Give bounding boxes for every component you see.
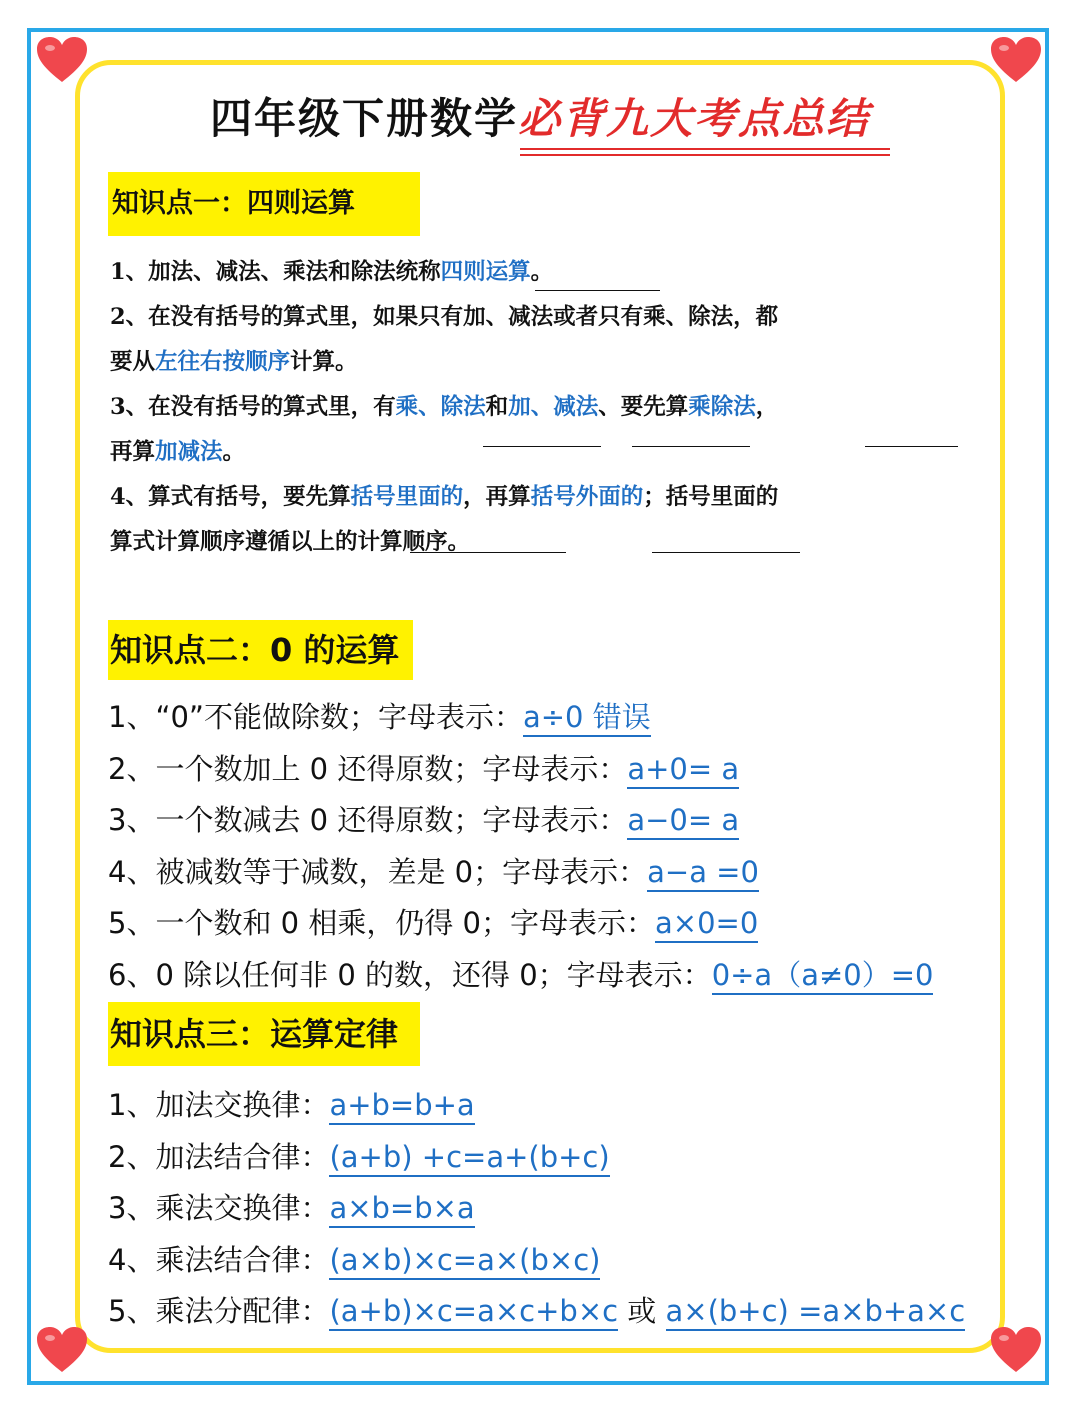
- law-name: 2、加法结合律：: [108, 1139, 330, 1174]
- section3-heading: 知识点三：运算定律: [108, 1002, 420, 1066]
- title-part2: 必背九大考点总结: [518, 94, 871, 143]
- formula: 0÷a（a≠0）=0: [712, 958, 934, 995]
- s1-item3-line1: [110, 385, 990, 430]
- s1-item1-key: 四则运算: [440, 259, 531, 285]
- formula: (a+b)×c=a×c+b×c: [329, 1294, 618, 1331]
- blank-underline: [865, 446, 958, 447]
- s1-item3-and: 和: [485, 394, 509, 420]
- s1-item3-text: 3、在没有括号的算式里，有: [110, 394, 396, 420]
- s1-item2-line1: 2、在没有括号的算式里，如果只有加、减法或者只有乘、除法，都: [110, 304, 779, 330]
- title-underline: [520, 148, 890, 156]
- formula: a×b=b×a: [329, 1191, 474, 1228]
- formula: (a+b) +c=a+(b+c): [329, 1140, 609, 1177]
- connector-text: 或: [618, 1294, 666, 1329]
- s1-item3-text2: 再算: [110, 439, 156, 465]
- rule-text: 3、一个数减去 0 还得原数；字母表示：: [108, 803, 628, 838]
- section1-body: [110, 250, 990, 565]
- s1-item3-mid: 、要先算: [598, 394, 689, 420]
- s1-item2-text: 要从: [110, 349, 156, 375]
- rule-text: 6、0 除以任何非 0 的数，还得 0；字母表示：: [108, 957, 712, 992]
- s1-item2-key: 左往右按顺序: [155, 349, 291, 375]
- s1-item3-end: 。: [222, 439, 246, 465]
- s1-item3-key1: 乘、除法: [395, 394, 486, 420]
- blank-underline: [410, 552, 566, 553]
- s1-item3-key4: 加减法: [155, 439, 223, 465]
- list-item: [108, 1082, 1008, 1134]
- section3-list: [108, 1082, 1008, 1340]
- s1-item4-text: 4、算式有括号，要先算: [110, 484, 351, 510]
- list-item: [108, 1288, 1008, 1340]
- s1-item3-line2: [110, 430, 990, 475]
- s1-item1: [110, 250, 990, 295]
- list-item: [108, 694, 1008, 746]
- law-name: 5、乘法分配律：: [108, 1294, 330, 1329]
- blank-underline: [632, 446, 750, 447]
- formula: a×0=0: [655, 906, 758, 943]
- list-item: [108, 746, 1008, 798]
- list-item: [108, 849, 1008, 901]
- rule-text: 5、一个数和 0 相乘，仍得 0；字母表示：: [108, 906, 656, 941]
- list-item: [108, 1185, 1008, 1237]
- heart-icon: [36, 1326, 88, 1374]
- rule-text: 2、一个数加上 0 还得原数；字母表示：: [108, 751, 628, 786]
- s1-item2-line2: [110, 340, 990, 385]
- formula: (a×b)×c=a×(b×c): [329, 1243, 600, 1280]
- title-part1: 四年级下册数学: [209, 94, 518, 143]
- blank-underline: [652, 552, 800, 553]
- s1-item4-key2: 括号外面的: [530, 484, 644, 510]
- s1-item1-text: 1、加法、减法、乘法和除法统称: [110, 259, 441, 285]
- rule-text: 4、被减数等于减数，差是 0；字母表示：: [108, 854, 648, 889]
- s1-item3-key2: 加、减法: [508, 394, 599, 420]
- law-name: 3、乘法交换律：: [108, 1191, 330, 1226]
- heart-icon: [36, 36, 88, 84]
- s1-item3-comma: ，: [755, 394, 779, 420]
- formula: a+b=b+a: [329, 1088, 474, 1125]
- rule-text: 1、“0”不能做除数；字母表示：: [108, 700, 523, 734]
- s1-item4-tail: ；括号里面的: [643, 484, 779, 510]
- list-item: [108, 952, 1008, 1004]
- list-item: [108, 797, 1008, 849]
- formula-alt: a×(b+c) =a×b+a×c: [666, 1294, 966, 1331]
- s1-item4-mid: ，再算: [463, 484, 531, 510]
- heart-icon: [990, 36, 1042, 84]
- blank-underline: [535, 290, 660, 291]
- section2-heading: 知识点二：0 的运算: [108, 620, 413, 680]
- s1-item1-end: 。: [530, 259, 554, 285]
- section2-list: [108, 694, 1008, 1004]
- law-name: 1、加法交换律：: [108, 1088, 330, 1122]
- formula: a÷0 错误: [523, 700, 651, 737]
- s1-item2-end: 计算。: [290, 349, 358, 375]
- section1-heading: 知识点一：四则运算: [108, 172, 420, 236]
- list-item: [108, 900, 1008, 952]
- s1-item4-line2: 算式计算顺序遵循以上的计算顺序。: [110, 529, 471, 555]
- blank-underline: [483, 446, 601, 447]
- s1-item3-key3: 乘除法: [688, 394, 756, 420]
- s1-item4-key1: 括号里面的: [350, 484, 464, 510]
- list-item: [108, 1237, 1008, 1289]
- formula: a−a =0: [647, 855, 759, 892]
- law-name: 4、乘法结合律：: [108, 1242, 330, 1277]
- list-item: [108, 1134, 1008, 1186]
- s1-item4-line1: [110, 475, 990, 520]
- formula: a+0= a: [627, 752, 739, 789]
- formula: a−0= a: [627, 803, 739, 840]
- page-title: [0, 86, 1080, 146]
